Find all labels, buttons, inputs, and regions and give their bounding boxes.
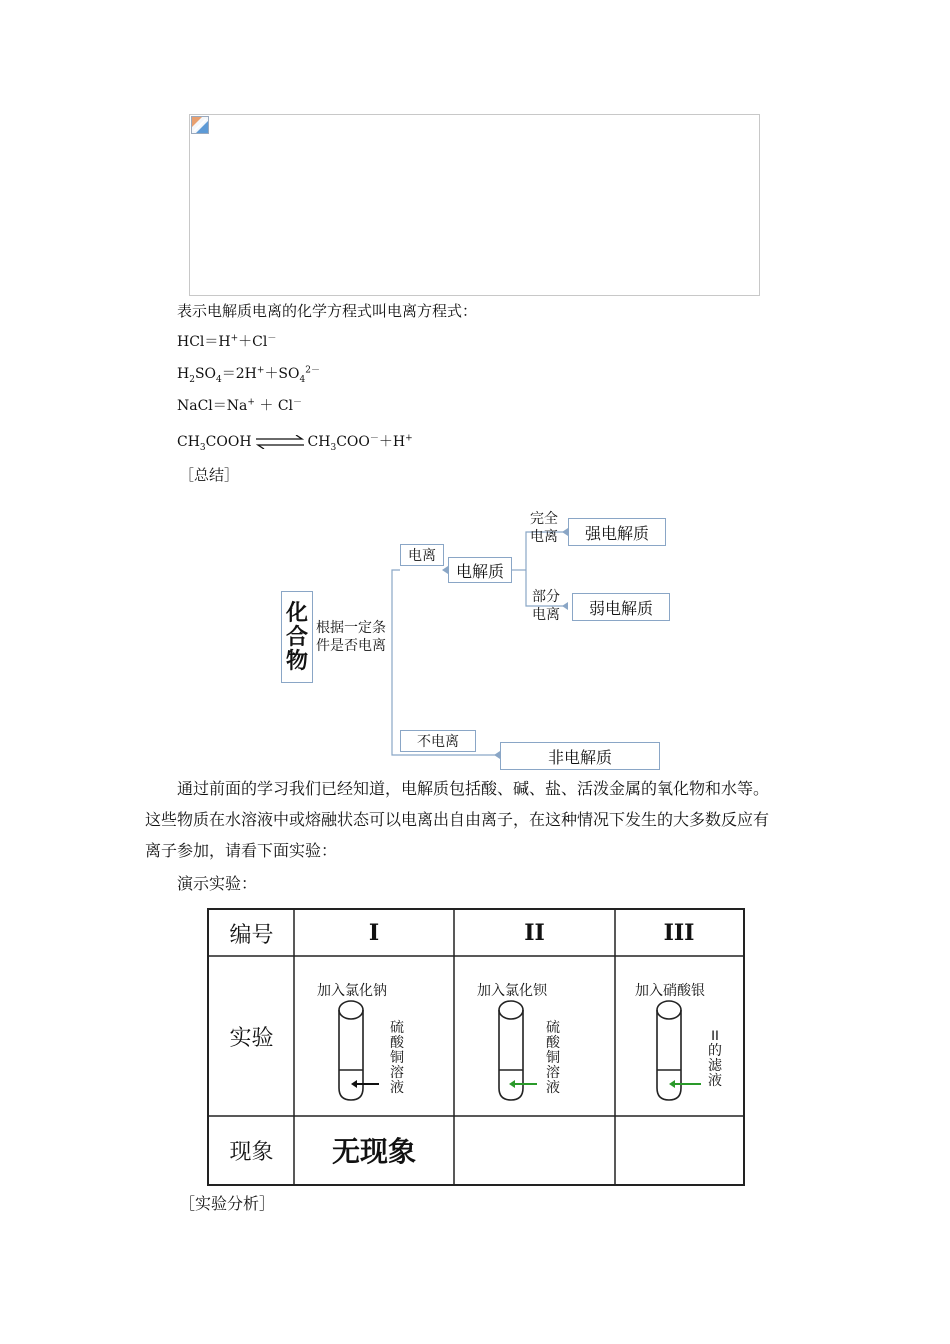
- solution-3: II的滤液: [708, 1027, 722, 1088]
- column-1-header: I: [368, 920, 380, 946]
- equation-h2so4: $H_2SO_4=2H^++SO_4^{2-}$: [177, 365, 320, 385]
- phenomenon-3: [615, 1116, 743, 1184]
- electrolyte-box: 电解质: [448, 557, 512, 583]
- test-tube-3-icon: [653, 998, 707, 1102]
- complete-line-1: 完全: [530, 511, 558, 527]
- condition-line-2: 件是否电离: [316, 638, 386, 654]
- summary-heading: ［总结］: [179, 466, 240, 484]
- experiment-row-label: 实验: [229, 1024, 274, 1050]
- test-tube-1-icon: [335, 998, 385, 1102]
- partial-line-2: 电离: [532, 607, 560, 623]
- ionization-definition: 表示电解质电离的化学方程式叫电离方程式：: [177, 302, 478, 320]
- column-2-header: II: [524, 920, 545, 946]
- complete-line-2: 电离: [530, 529, 558, 545]
- weak-electrolyte-box: 弱电解质: [572, 593, 670, 621]
- solution-1: 硫酸铜溶液: [390, 1019, 404, 1095]
- partial-line-1: 部分: [532, 589, 560, 605]
- experiment-table: [207, 908, 745, 1186]
- compound-box: [281, 591, 313, 683]
- add-reagent-1: 加入氯化钠: [317, 982, 387, 998]
- paragraph-line-2: 这些物质在水溶液中或熔融状态可以电离出自由离子，在这种情况下发生的大多数反应有: [145, 810, 770, 829]
- add-reagent-2: 加入氯化钡: [477, 982, 547, 998]
- phenomenon-2: [454, 1116, 615, 1184]
- equation-hcl: HCl＝H+＋Cl－: [177, 333, 277, 350]
- paragraph-line-3: 离子参加，请看下面实验：: [145, 841, 338, 860]
- solution-2: 硫酸铜溶液: [546, 1019, 560, 1095]
- not-ionize-box: 不电离: [400, 730, 476, 752]
- demo-label: 演示实验：: [177, 874, 258, 893]
- condition-line-1: 根据一定条: [316, 620, 386, 636]
- non-electrolyte-box: 非电解质: [500, 742, 660, 770]
- equation-nacl: NaCl＝Na+ ＋ Cl－: [177, 397, 303, 414]
- phenomenon-row-label: 现象: [229, 1138, 274, 1164]
- ionize-box: 电离: [400, 544, 444, 566]
- paragraph-line-1: 通过前面的学习我们已经知道，电解质包括酸、碱、盐、活泼金属的氧化物和水等。: [177, 779, 770, 798]
- column-3-header: III: [663, 920, 695, 946]
- equation-acetic-acid: $CH_3COOH$ $CH_3COO^-+H^+$: [177, 433, 413, 453]
- add-reagent-3: 加入硝酸银: [635, 982, 705, 998]
- compound-label: 化合物: [286, 600, 309, 674]
- strong-electrolyte-box: 强电解质: [568, 518, 666, 546]
- phenomenon-1: 无现象: [331, 1135, 416, 1168]
- test-tube-2-icon: [495, 998, 545, 1102]
- header-label: 编号: [229, 921, 274, 947]
- analysis-heading: ［实验分析］: [179, 1194, 276, 1213]
